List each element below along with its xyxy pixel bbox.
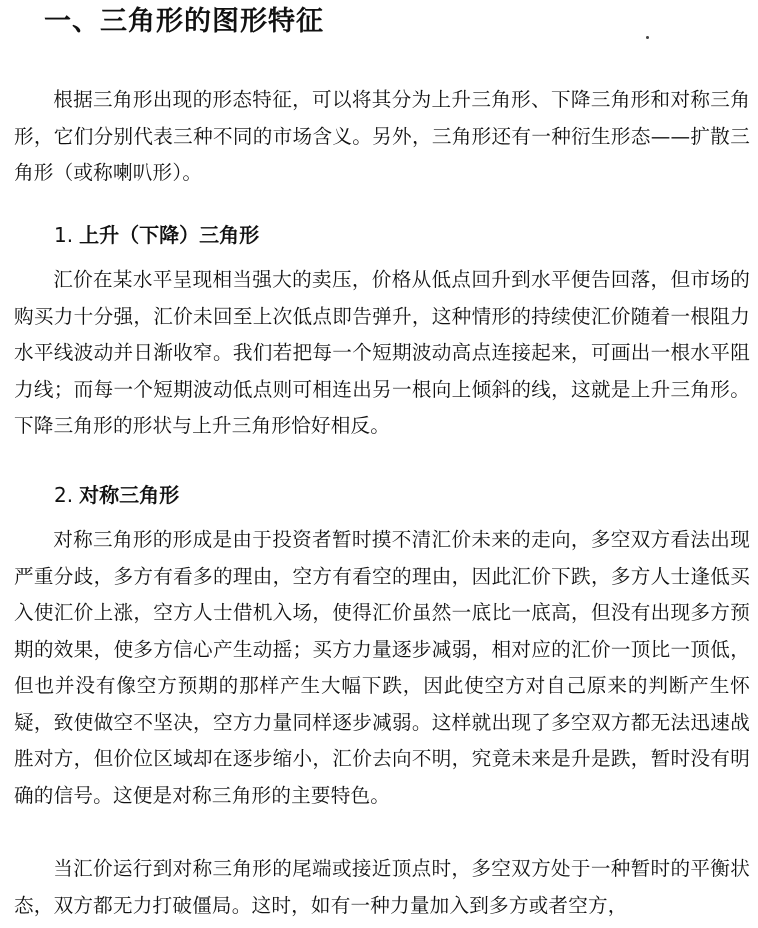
section-title: 一、三角形的图形特征 <box>44 6 324 37</box>
subsection-2-number: 2. <box>54 483 74 507</box>
subsection-1-paragraph: 汇价在某水平呈现相当强大的卖压，价格从低点回升到水平便告回落，但市场的购买力十分强，汇价未回至上次低点即告弹升，这种情形的持续使汇价随着一根阻力水平线波动并日渐收窄。我们若把每一个短期波动高点连接起来，可画出一根水平阻力线；而每一个短期波动低点则可相连出另一根向上倾斜的线，这就是上升三角形。下降三角形的形状与上升三角形恰好相反。 <box>14 268 750 437</box>
subsection-2-heading <box>54 479 179 511</box>
subsection-2-paragraph-1: 对称三角形的形成是由于投资者暂时摸不清汇价未来的走向，多空双方看法出现严重分歧，多方有看多的理由，空方有看空的理由，因此汇价下跌，多方人士逢低买入使汇价上涨，空方人士借机入场，使得汇价虽然一底比一底高，但没有出现多方预期的效果，使多方信心产生动摇；买方力量逐步减弱，相对应的汇价一顶比一顶低，但也并没有像空方预期的那样产生大幅下跌，因此使空方对自己原来的判断产生怀疑，致使做空不坚决，空方力量同样逐步减弱。这样就出现了多空双方都无法迅速战胜对方，但价位区域却在逐步缩小，汇价去向不明，究竟未来是升是跌，暂时没有明确的信号。这便是对称三角形的主要特色。 <box>14 528 750 807</box>
subsection-1-heading <box>54 219 259 251</box>
intro-paragraph: 根据三角形出现的形态特征，可以将其分为上升三角形、下降三角形和对称三角形，它们分别代表三种不同的市场含义。另外，三角形还有一种衍生形态——扩散三角形（或称喇叭形）。 <box>14 88 750 184</box>
subsection-2-paragraph-2: 当汇价运行到对称三角形的尾端或接近顶点时，多空双方处于一种暂时的平衡状态，双方都无力打破僵局。这时，如有一种力量加入到多方或者空方， <box>14 857 750 917</box>
subsection-1-title: 上升（下降）三角形 <box>79 223 260 247</box>
speck-mark <box>646 36 649 39</box>
subsection-2-title: 对称三角形 <box>79 483 180 507</box>
subsection-1-number: 1. <box>54 223 74 247</box>
